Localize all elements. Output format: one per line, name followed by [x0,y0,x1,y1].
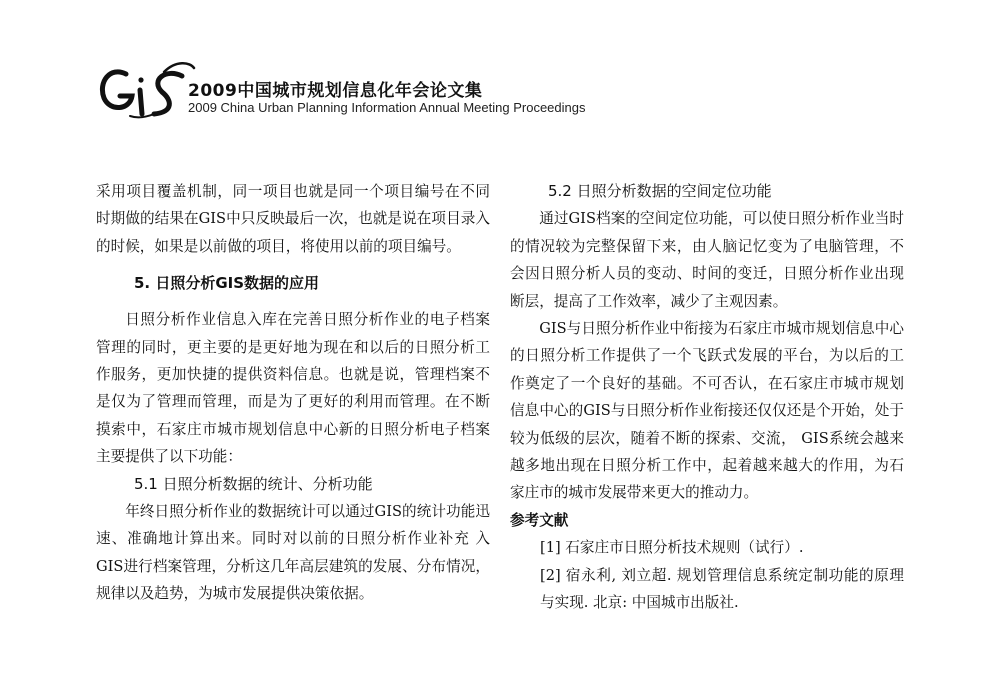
paragraph-spatial-location: 通过GIS档案的空间定位功能，可以使日照分析作业当时的情况较为完整保留下来，由人脑记忆变为了电脑管理，不会因日照分析人员的变动、时间的变迁，日照分析作业出现断层，提高了工作效率，减少了主观因素。 [510,210,904,310]
right-column [510,178,904,617]
logo-text: GIS [96,52,98,53]
page-header [96,52,796,127]
references-heading: 参考文献 [510,511,569,529]
subsection-5-2-heading: 5.2 日照分析数据的空间定位功能 [548,182,772,200]
paragraph-sunlight-archive: 日照分析作业信息入库在完善日照分析作业的电子档案管理的同时，更主要的是更好地为现在和以后的日照分析工作服务，更加快捷的提供资料信息。也就是说，管理档案不是仅为了管理而管理，而是为了更好的利用而管理。在不断摸索中，石家庄市城市规划信息中心新的日照分析电子档案主要提供了以下功能： [96,311,490,466]
subsection-5-1-heading: 5.1 日照分析数据的统计、分析功能 [134,474,373,493]
section-5-heading: 5. 日照分析GIS数据的应用 [134,274,320,293]
paragraph-statistics: 年终日照分析作业的数据统计可以通过GIS的统计功能迅速、准确地计算出来。同时对以前的日照分析作业补充 入GIS进行档案管理，分析这几年高层建筑的发展、分布情况，规律以及趋势，为城市发展提供决策依据。 [96,503,490,603]
proceedings-title-cn: 2009中国城市规划信息化年会论文集 [188,81,483,101]
reference-1: [1] 石家庄市日照分析技术规则（试行）. [540,539,804,557]
paragraph-gis-integration: GIS与日照分析作业中衔接为石家庄市城市规划信息中心的日照分析工作提供了一个飞跃式发展的平台，为以后的工作奠定了一个良好的基础。不可否认，在石家庄市城市规划信息中心的GIS与日照分析作业衔接还仅仅还是个开始，处于较为低级的层次，随着不断的探索、交流， GIS系统会越来越多地出现在日照分析工作中，起着越来越大的作用，为石家庄市的城市发展带来更大的推动力。 [510,320,904,502]
proceedings-title-en: 2009 China Urban Planning Information Annual Meeting Proceedings [188,100,586,115]
gis-logo [96,52,196,122]
paragraph-project-numbering: 采用项目覆盖机制，同一项目也就是同一个项目编号在不同时期做的结果在GIS中只反映最后一次，也就是说在项目录入的时候，如果是以前做的项目，将使用以前的项目编号。 [96,183,490,255]
left-column [96,178,490,608]
reference-2: [2] 宿永利, 刘立超. 规划管理信息系统定制功能的原理与实现. 北京: 中国城市出版社. [540,566,904,612]
